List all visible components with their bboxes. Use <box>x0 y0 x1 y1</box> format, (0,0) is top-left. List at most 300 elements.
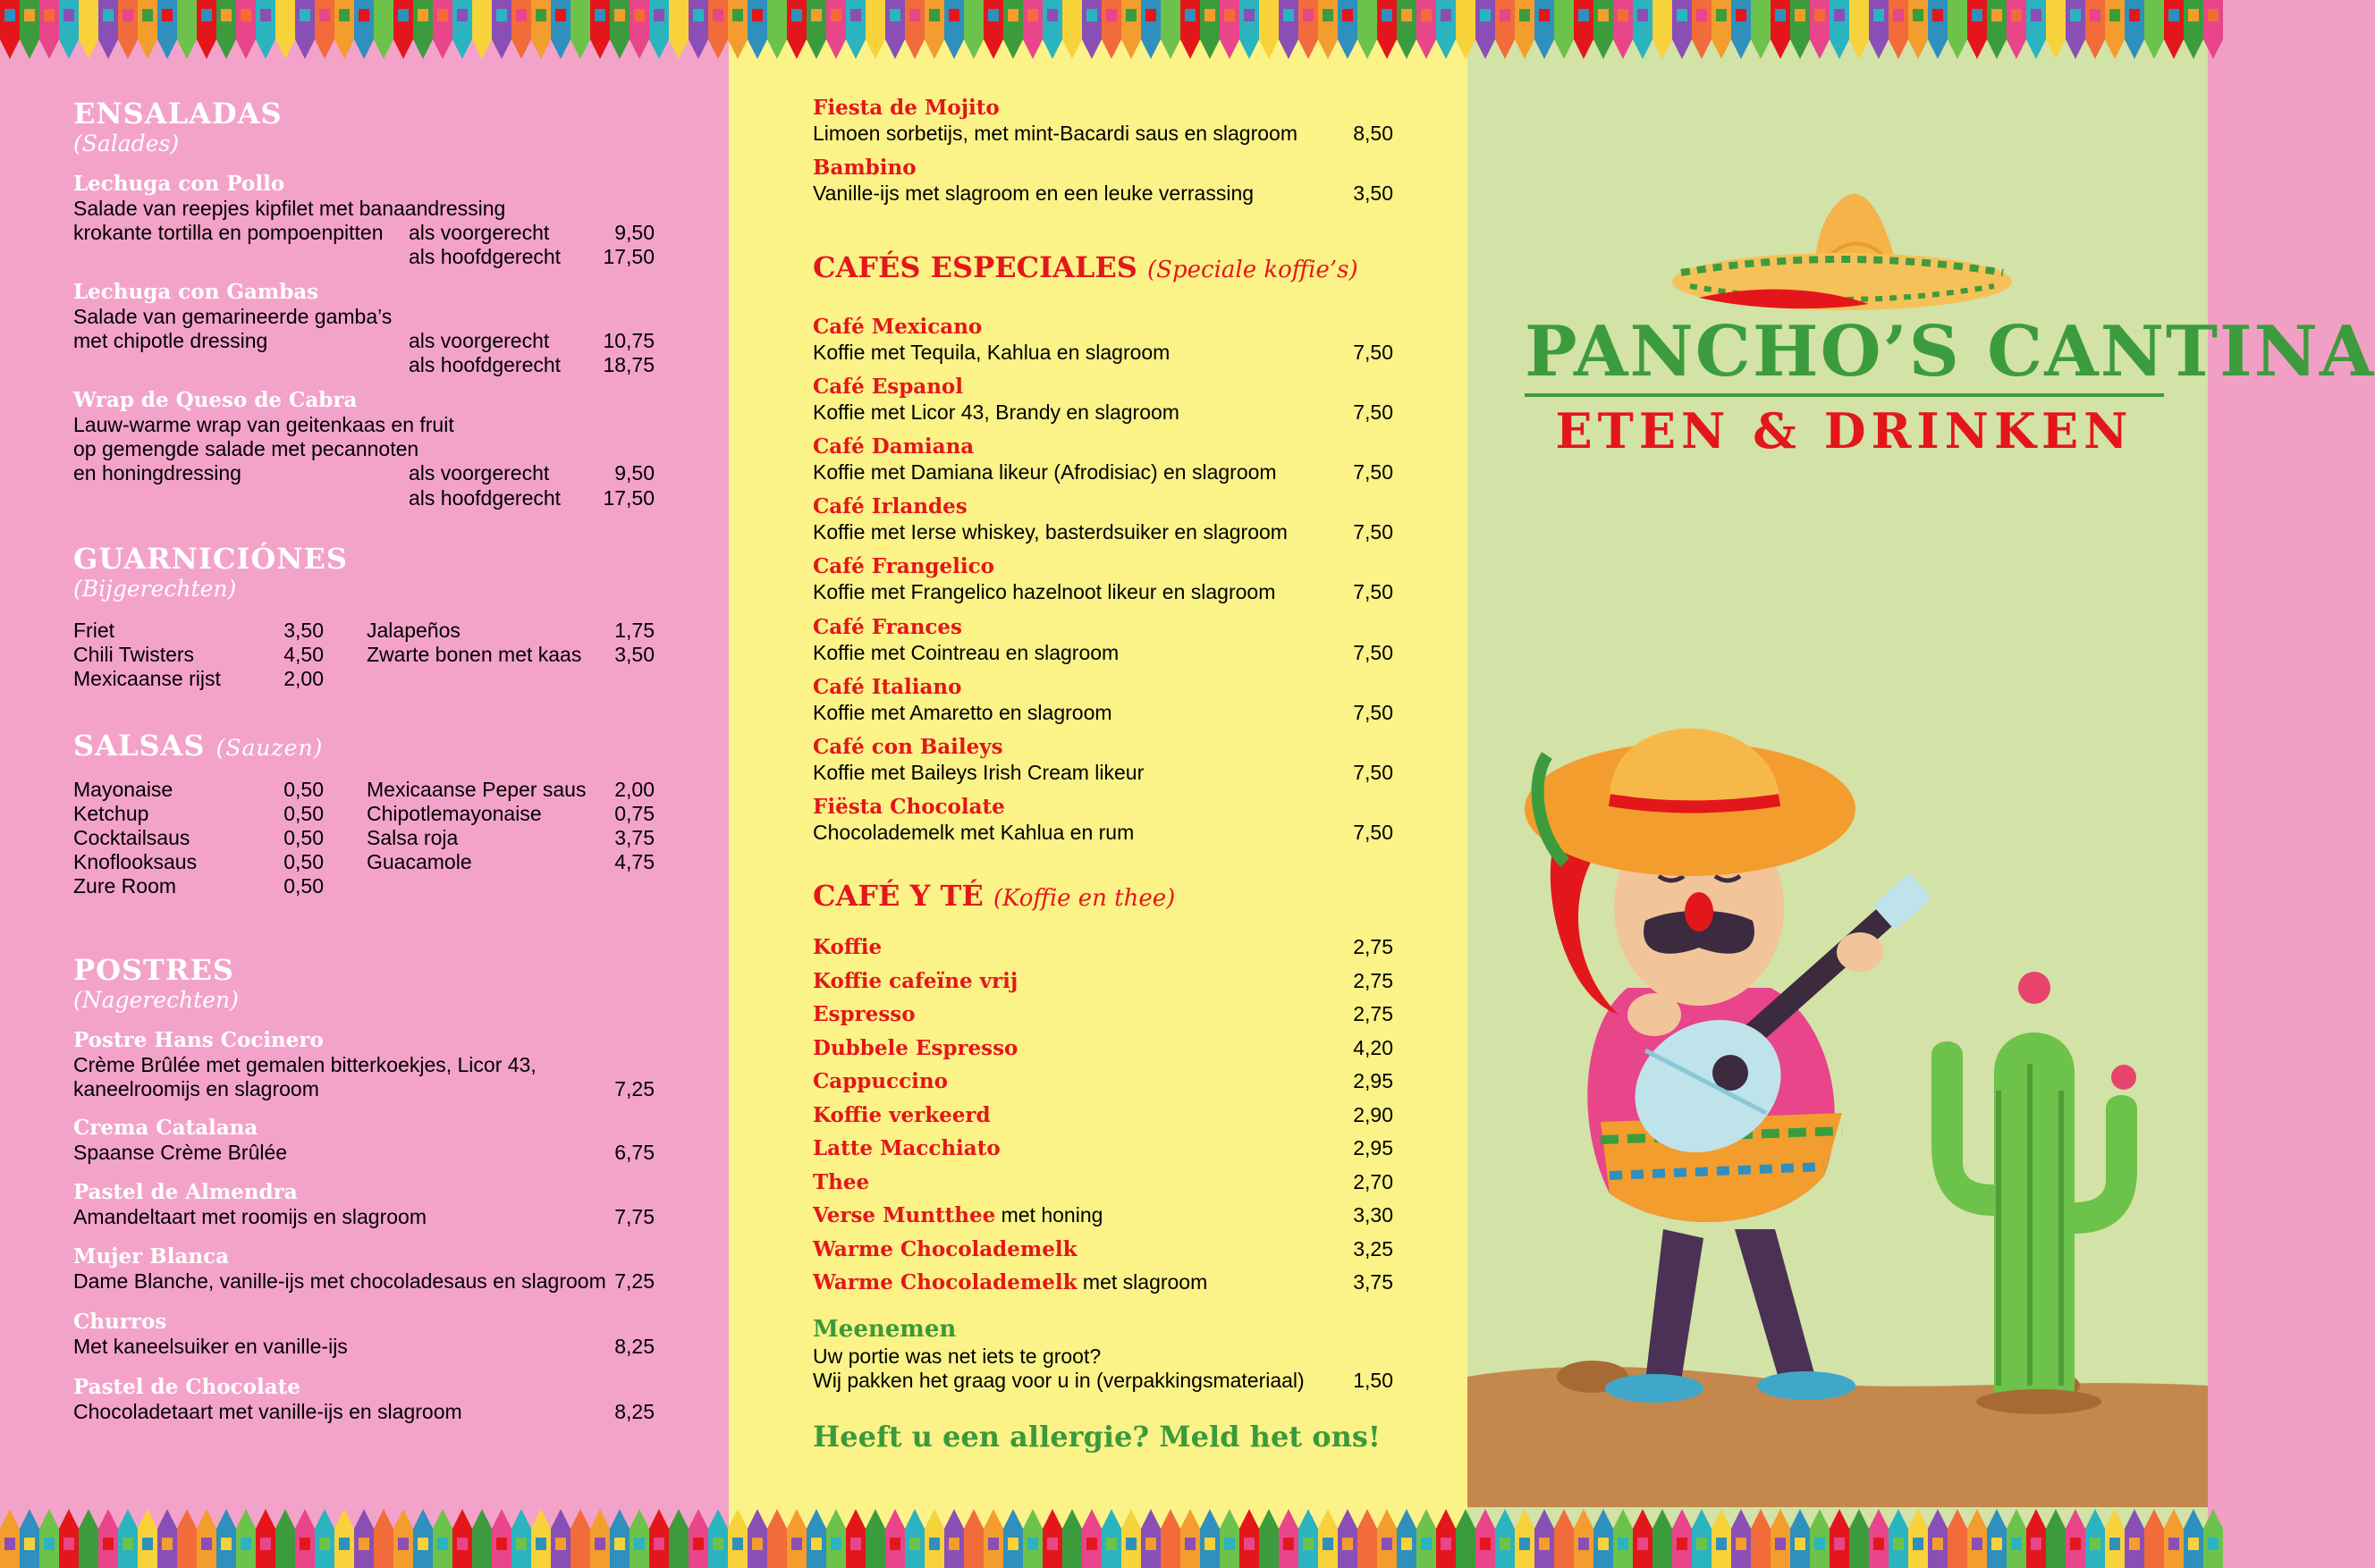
border-stripe-accent <box>1893 1538 1904 1550</box>
drink-name: Warme Chocolademelk <box>813 1236 1078 1261</box>
drink-name: Koffie verkeerd <box>813 1102 991 1127</box>
sauce-item-name: Zure Room <box>73 874 177 898</box>
border-stripe <box>1062 0 1082 59</box>
border-stripe-accent <box>2011 1538 2022 1550</box>
border-stripe <box>689 0 708 59</box>
border-stripe-accent <box>1716 9 1727 21</box>
border-stripe-accent <box>63 1538 74 1550</box>
price: 3,25 <box>1353 1236 1393 1260</box>
border-stripe-accent <box>201 9 212 21</box>
border-stripe-accent <box>339 9 350 21</box>
border-stripe-accent <box>1323 9 1333 21</box>
border-stripe <box>452 0 472 59</box>
side-item-name: Jalapeños <box>367 619 461 642</box>
menu-item-desc: Koffie met Cointreau en slagroom <box>813 641 1120 664</box>
border-stripe-accent <box>1519 9 1530 21</box>
border-stripe <box>413 0 433 59</box>
menu-item-desc: Koffie met Baileys Irish Cream likeur <box>813 761 1145 784</box>
border-stripe <box>1712 0 1731 59</box>
portion-option: als hoofdgerecht <box>409 486 562 510</box>
portion-option: als voorgerecht <box>409 221 550 244</box>
border-stripe-accent <box>1500 1538 1510 1550</box>
border-stripe-accent <box>673 1538 684 1550</box>
border-stripe-accent <box>713 9 723 21</box>
border-stripe-accent <box>1264 9 1274 21</box>
border-stripe-accent <box>1047 9 1058 21</box>
border-stripe-accent <box>1145 9 1156 21</box>
border-stripe-accent <box>752 1538 763 1550</box>
border-stripe <box>2046 0 2066 59</box>
border-stripe <box>256 0 275 59</box>
border-stripe-accent <box>1224 1538 1235 1550</box>
border-stripe <box>905 0 925 59</box>
border-stripe-accent <box>1952 9 1963 21</box>
menu-item-name: Fiësta Chocolate <box>813 795 1005 819</box>
border-stripe-accent <box>83 9 94 21</box>
border-stripe <box>1161 0 1180 59</box>
price: 2,00 <box>614 778 655 801</box>
border-stripe-accent <box>437 1538 448 1550</box>
border-stripe-accent <box>1362 1538 1373 1550</box>
border-stripe-accent <box>890 9 900 21</box>
border-stripe <box>2105 0 2125 59</box>
border-stripe-accent <box>1165 9 1176 21</box>
border-stripe-accent <box>221 9 232 21</box>
border-stripe-accent <box>1342 9 1353 21</box>
border-stripe-accent <box>1067 9 1078 21</box>
border-stripe <box>1731 0 1751 59</box>
border-stripe-accent <box>2011 9 2022 21</box>
border-stripe <box>1652 0 1672 59</box>
border-stripe-accent <box>1008 1538 1018 1550</box>
price: 3,75 <box>1353 1270 1393 1294</box>
border-stripe-accent <box>1972 1538 1982 1550</box>
border-stripe <box>1810 0 1830 59</box>
border-stripe <box>826 0 846 59</box>
border-stripe <box>551 0 571 59</box>
menu-item-name: Café Mexicano <box>813 315 983 339</box>
border-stripe <box>610 0 630 59</box>
border-stripe-accent <box>516 9 527 21</box>
border-stripe-accent <box>693 9 704 21</box>
menu-item-desc: Salade van gemarineerde gamba’s <box>73 305 393 328</box>
border-stripe-accent <box>496 9 507 21</box>
border-stripe-accent <box>1677 9 1687 21</box>
border-stripe-accent <box>536 9 546 21</box>
border-stripe-accent <box>1126 1538 1137 1550</box>
border-stripe-accent <box>2050 1538 2061 1550</box>
sauce-item-name: Cocktailsaus <box>73 826 190 849</box>
border-stripe-accent <box>63 9 74 21</box>
border-stripe-accent <box>1913 1538 1923 1550</box>
menu-item-desc: Koffie met Tequila, Kahlua en slagroom <box>813 341 1171 364</box>
border-stripe-accent <box>949 9 959 21</box>
border-stripe-accent <box>752 9 763 21</box>
menu-item-desc: Crème Brûlée met gemalen bitterkoekjes, Licor 43, <box>73 1053 537 1076</box>
border-stripe <box>157 0 177 59</box>
border-stripe-accent <box>1224 9 1235 21</box>
border-stripe-accent <box>1952 1538 1963 1550</box>
cafes-especiales-subtitle: (Speciale koffie’s) <box>1147 257 1358 283</box>
border-stripe-accent <box>359 9 369 21</box>
border-stripe-accent <box>477 9 487 21</box>
border-stripe <box>1554 0 1574 59</box>
border-stripe-accent <box>398 1538 409 1550</box>
border-stripe-accent <box>1755 9 1766 21</box>
border-stripe <box>1298 0 1318 59</box>
border-stripe-accent <box>300 1538 310 1550</box>
border-stripe-accent <box>83 1538 94 1550</box>
border-stripe-accent <box>2129 9 2140 21</box>
border-stripe-accent <box>123 9 133 21</box>
border-stripe-accent <box>1519 1538 1530 1550</box>
border-stripe-accent <box>378 1538 389 1550</box>
border-stripe-accent <box>1637 9 1648 21</box>
border-stripe-accent <box>595 9 605 21</box>
logo-subtitle: ETEN & DRINKEN <box>1555 402 2134 459</box>
border-stripe-accent <box>1145 1538 1156 1550</box>
price: 4,20 <box>1353 1035 1393 1059</box>
price: 17,50 <box>603 245 655 268</box>
border-stripe-accent <box>870 1538 881 1550</box>
border-stripe <box>669 0 689 59</box>
menu-item-name <box>813 1069 948 1093</box>
menu-item-name: Churros <box>73 1310 167 1334</box>
menu-item-name <box>813 1002 916 1026</box>
price: 3,50 <box>1353 181 1393 205</box>
border-stripe <box>393 0 413 59</box>
border-stripe-accent <box>2031 1538 2041 1550</box>
salsas-title: SALSAS (Sauzen) <box>73 729 324 763</box>
border-stripe-accent <box>1657 1538 1668 1550</box>
meenemen-title: Meenemen <box>813 1316 957 1343</box>
border-stripe-accent <box>241 9 251 21</box>
logo-title: PANCHO’S CANTINA <box>1525 311 2375 392</box>
border-stripe-accent <box>241 1538 251 1550</box>
allergy-notice: Heeft u een allergie? Meld het ons! <box>813 1420 1381 1454</box>
border-stripe-accent <box>1795 1538 1805 1550</box>
border-stripe <box>1436 0 1456 59</box>
menu-item-desc: Amandeltaart met roomijs en slagroom <box>73 1205 427 1228</box>
price: 2,00 <box>283 667 324 690</box>
border-stripe-accent <box>1244 9 1255 21</box>
border-stripe <box>1495 0 1515 59</box>
border-stripe-accent <box>1775 1538 1786 1550</box>
menu-item-name <box>813 1237 1078 1261</box>
border-stripe-accent <box>654 9 664 21</box>
border-stripe <box>1318 0 1338 59</box>
border-stripe-accent <box>2188 9 2199 21</box>
border-stripe-accent <box>1323 1538 1333 1550</box>
border-stripe <box>708 0 728 59</box>
border-stripe-accent <box>2070 9 2081 21</box>
border-stripe <box>748 0 767 59</box>
drink-name: Koffie <box>813 935 883 959</box>
border-stripe <box>315 0 334 59</box>
border-stripe-accent <box>1441 1538 1451 1550</box>
border-stripe-accent <box>516 1538 527 1550</box>
drink-name: Cappuccino <box>813 1069 948 1093</box>
border-stripe <box>2085 0 2105 59</box>
sauce-item-name: Mexicaanse Peper saus <box>367 778 587 801</box>
price: 10,75 <box>603 329 655 352</box>
cafes-especiales-title: CAFÉS ESPECIALES (Speciale koffie’s) <box>813 250 1358 284</box>
border-stripe <box>1102 0 1121 59</box>
border-stripe-accent <box>496 1538 507 1550</box>
price: 7,25 <box>614 1269 655 1293</box>
side-item-name: Zwarte bonen met kaas <box>367 643 582 666</box>
border-stripe-accent <box>1067 1538 1078 1550</box>
border-stripe-accent <box>2208 9 2219 21</box>
border-stripe-accent <box>1264 1538 1274 1550</box>
border-stripe <box>1023 0 1043 59</box>
border-stripe <box>79 0 98 59</box>
border-stripe <box>2066 0 2085 59</box>
border-stripe-accent <box>968 1538 979 1550</box>
border-stripe-accent <box>1421 9 1432 21</box>
price: 3,50 <box>283 619 324 642</box>
menu-item-name: Café Damiana <box>813 434 975 459</box>
price: 8,50 <box>1353 122 1393 145</box>
border-stripe <box>197 0 216 59</box>
border-stripe-accent <box>1696 9 1707 21</box>
border-stripe-accent <box>2208 1538 2219 1550</box>
border-stripe-accent <box>398 9 409 21</box>
border-stripe <box>944 0 964 59</box>
side-item-name: Chili Twisters <box>73 643 195 666</box>
border-stripe <box>807 0 826 59</box>
border-stripe <box>1475 0 1495 59</box>
border-stripe <box>964 0 984 59</box>
menu-item-name: Café Frances <box>813 615 962 639</box>
border-stripe-accent <box>732 9 743 21</box>
border-stripe <box>20 0 39 59</box>
portion-option: als hoofdgerecht <box>409 245 562 268</box>
border-stripe-accent <box>831 9 841 21</box>
border-stripe-accent <box>2129 1538 2140 1550</box>
price: 3,30 <box>1353 1203 1393 1227</box>
border-stripe-accent <box>988 9 999 21</box>
border-stripe-accent <box>4 9 15 21</box>
border-stripe <box>1515 0 1534 59</box>
bottom-woven-border <box>0 1507 2208 1568</box>
border-stripe-accent <box>1618 9 1628 21</box>
border-stripe <box>925 0 944 59</box>
drink-name: Espresso <box>813 1002 916 1026</box>
border-stripe-accent <box>1106 1538 1117 1550</box>
border-stripe <box>1279 0 1298 59</box>
menu-item-name <box>813 1103 991 1127</box>
border-stripe <box>138 0 157 59</box>
border-stripe-accent <box>182 9 192 21</box>
price: 1,75 <box>614 619 655 642</box>
border-stripe-accent <box>732 1538 743 1550</box>
border-stripe-accent <box>968 9 979 21</box>
border-stripe-accent <box>1598 1538 1609 1550</box>
border-stripe-accent <box>909 1538 920 1550</box>
border-stripe-accent <box>1342 1538 1353 1550</box>
border-stripe-accent <box>24 1538 35 1550</box>
border-stripe-accent <box>713 1538 723 1550</box>
border-stripe-accent <box>477 1538 487 1550</box>
border-stripe <box>295 0 315 59</box>
border-stripe-accent <box>1618 1538 1628 1550</box>
price: 0,50 <box>283 850 324 873</box>
border-stripe <box>1200 0 1220 59</box>
menu-item-desc: Chocoladetaart met vanille-ijs en slagroom <box>73 1400 462 1423</box>
menu-item-name <box>813 1136 1001 1160</box>
border-stripe <box>1790 0 1810 59</box>
border-stripe-accent <box>555 1538 566 1550</box>
border-stripe <box>39 0 59 59</box>
menu-item-desc: met chipotle dressing <box>73 329 268 352</box>
border-stripe-accent <box>850 9 861 21</box>
border-stripe <box>1180 0 1200 59</box>
menu-item-desc: Chocolademelk met Kahlua en rum <box>813 821 1135 844</box>
border-stripe <box>1672 0 1692 59</box>
border-stripe <box>1456 0 1475 59</box>
drink-name: Dubbele Espresso <box>813 1035 1018 1060</box>
menu-item-desc: kaneelroomijs en slagroom <box>73 1077 319 1100</box>
border-stripe-accent <box>1854 9 1864 21</box>
border-stripe <box>275 0 295 59</box>
border-stripe-accent <box>2149 9 2159 21</box>
border-stripe <box>1613 0 1633 59</box>
border-stripe-accent <box>929 9 940 21</box>
border-stripe-accent <box>1775 9 1786 21</box>
border-stripe-accent <box>142 9 153 21</box>
border-stripe-accent <box>1382 9 1392 21</box>
border-stripe <box>531 0 551 59</box>
price: 18,75 <box>603 353 655 376</box>
price: 0,50 <box>283 874 324 898</box>
border-stripe-accent <box>1244 1538 1255 1550</box>
border-stripe-accent <box>772 9 782 21</box>
ensaladas-subtitle: (Salades) <box>73 131 180 156</box>
price: 3,75 <box>614 826 655 849</box>
border-stripe <box>1043 0 1062 59</box>
cafe-y-te-subtitle: (Koffie en thee) <box>993 885 1176 912</box>
border-stripe <box>1397 0 1416 59</box>
menu-item-name: Bambino <box>813 156 917 180</box>
price: 7,50 <box>1353 400 1393 424</box>
menu-item-desc: Koffie met Ierse whiskey, basterdsuiker en slagroom <box>813 520 1288 544</box>
border-stripe <box>236 0 256 59</box>
menu-item-name <box>813 1203 1103 1227</box>
border-stripe <box>511 0 531 59</box>
guarniciones-title: GUARNICIÓNES <box>73 542 348 576</box>
border-stripe <box>787 0 807 59</box>
border-stripe-accent <box>555 9 566 21</box>
price: 2,75 <box>1353 935 1393 958</box>
border-stripe <box>1259 0 1279 59</box>
border-stripe-accent <box>44 1538 55 1550</box>
border-stripe-accent <box>260 1538 271 1550</box>
menu-item-name: Wrap de Queso de Cabra <box>73 388 358 412</box>
border-stripe-accent <box>1106 9 1117 21</box>
salsas-subtitle: (Sauzen) <box>216 735 324 761</box>
border-stripe-accent <box>1598 9 1609 21</box>
border-stripe-accent <box>1559 1538 1569 1550</box>
price: 2,70 <box>1353 1169 1393 1193</box>
border-stripe-accent <box>1873 1538 1884 1550</box>
border-stripe-accent <box>1165 1538 1176 1550</box>
price: 7,50 <box>1353 641 1393 664</box>
border-stripe-accent <box>1578 1538 1589 1550</box>
border-stripe-accent <box>988 1538 999 1550</box>
drink-name: Verse Muntthee <box>813 1203 996 1227</box>
border-stripe-accent <box>1008 9 1018 21</box>
border-stripe-accent <box>1834 9 1845 21</box>
menu-item-name <box>813 1270 1207 1294</box>
menu-item-desc: Salade van reepjes kipfilet met banaandressing <box>73 197 506 220</box>
price: 2,95 <box>1353 1136 1393 1159</box>
border-stripe-accent <box>103 9 114 21</box>
sauce-item-name: Ketchup <box>73 802 149 825</box>
border-stripe-accent <box>673 9 684 21</box>
border-stripe <box>1692 0 1712 59</box>
border-stripe <box>571 0 590 59</box>
postres-title: POSTRES <box>73 953 234 987</box>
menu-item-name: Café Italiano <box>813 675 962 699</box>
border-stripe-accent <box>162 9 173 21</box>
border-stripe-accent <box>2168 9 2179 21</box>
border-stripe <box>728 0 748 59</box>
border-stripe-accent <box>1185 9 1196 21</box>
price: 7,50 <box>1353 460 1393 484</box>
border-stripe-accent <box>1027 9 1038 21</box>
border-stripe-accent <box>949 1538 959 1550</box>
menu-item-name: Crema Catalana <box>73 1116 258 1140</box>
menu-item-desc: Limoen sorbetijs, met mint-Bacardi saus en slagroom <box>813 122 1298 145</box>
menu-item-name <box>813 935 882 959</box>
side-item-name: Friet <box>73 619 114 642</box>
border-stripe-accent <box>1480 1538 1491 1550</box>
border-stripe-accent <box>1204 9 1215 21</box>
border-stripe-accent <box>1913 9 1923 21</box>
price: 4,75 <box>614 850 655 873</box>
menu-item-name <box>813 969 1018 993</box>
drink-extra: met honing <box>995 1203 1103 1227</box>
top-woven-border <box>0 0 2208 61</box>
border-stripe-accent <box>4 1538 15 1550</box>
border-stripe-accent <box>221 1538 232 1550</box>
border-stripe-accent <box>142 1538 153 1550</box>
guarniciones-subtitle: (Bijgerechten) <box>73 576 237 602</box>
price: 0,50 <box>283 826 324 849</box>
border-stripe-accent <box>339 1538 350 1550</box>
price: 9,50 <box>614 461 655 485</box>
border-stripe <box>1751 0 1771 59</box>
border-stripe <box>1830 0 1849 59</box>
border-stripe-accent <box>418 9 428 21</box>
border-stripe <box>177 0 197 59</box>
border-stripe <box>216 0 236 59</box>
price: 7,50 <box>1353 701 1393 724</box>
border-stripe <box>1928 0 1948 59</box>
price: 7,25 <box>614 1077 655 1100</box>
price: 7,50 <box>1353 821 1393 844</box>
border-stripe <box>118 0 138 59</box>
menu-item-name: Café Frangelico <box>813 554 994 578</box>
border-stripe <box>492 0 511 59</box>
menu-item-name: Café Espanol <box>813 375 964 399</box>
border-stripe <box>1082 0 1102 59</box>
price: 2,95 <box>1353 1069 1393 1092</box>
menu-item-desc: Met kaneelsuiker en vanille-ijs <box>73 1335 348 1358</box>
price: 9,50 <box>614 221 655 244</box>
border-stripe-accent <box>457 9 468 21</box>
